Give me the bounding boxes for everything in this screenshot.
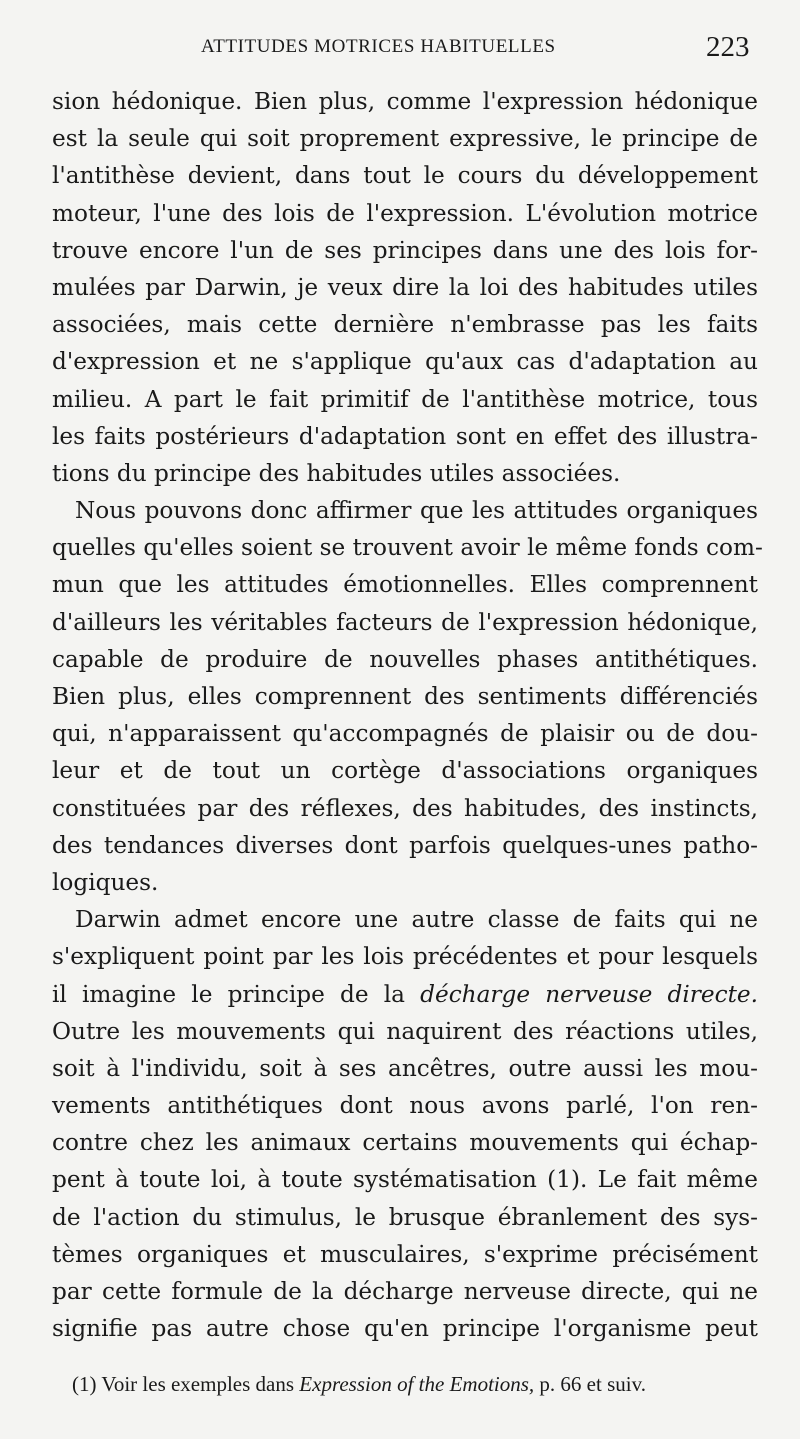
text-line: capable de produire de nouvelles phases antithétiques.	[52, 645, 758, 673]
text-line: contre chez les animaux certains mouvements qui échap-	[52, 1129, 758, 1157]
text-line: leur et de tout un cortège d'associations organiques	[52, 757, 758, 785]
text-line: moteur, l'une des lois de l'expression. L'évolution motrice	[52, 199, 758, 227]
page-number: 223	[706, 31, 750, 63]
text-line	[52, 976, 758, 1013]
text-line: l'antithèse devient, dans tout le cours du développement	[52, 162, 758, 190]
running-header	[0, 31, 800, 74]
text-line: Nous pouvons donc affirmer que les attitudes organiques	[75, 497, 758, 525]
paragraph-2	[52, 492, 763, 901]
text-line: mulées par Darwin, je veux dire la loi des habitudes utiles	[52, 273, 758, 301]
text-line: est la seule qui soit proprement expressive, le principe de	[52, 125, 758, 153]
text-line: associées, mais cette dernière n'embrasse pas les faits	[52, 311, 758, 339]
text-line: trouve encore l'un de ses principes dans une des lois for-	[52, 236, 758, 264]
footnote-title: Expression of the Emotions,	[299, 1372, 535, 1396]
text-line: de l'action du stimulus, le brusque ébranlement des sys-	[52, 1203, 758, 1231]
text-line: tions du principe des habitudes utiles associées.	[52, 459, 621, 487]
emphasis-text: décharge nerveuse directe.	[420, 980, 758, 1008]
text-line: par cette formule de la décharge nerveuse directe, qui ne	[52, 1278, 758, 1305]
text-line: sion hédonique. Bien plus, comme l'expression hédonique	[52, 88, 758, 115]
text-line: pent à toute loi, à toute systématisation (1). Le fait même	[52, 1166, 758, 1194]
body-text	[52, 83, 763, 1347]
text-line: signifie pas autre chose qu'en principe l'organisme peut	[52, 1315, 758, 1343]
paragraph-1	[52, 83, 758, 492]
text-line: des tendances diverses dont parfois quelques-unes patho-	[52, 831, 758, 859]
text-line: milieu. A part le fait primitif de l'antithèse motrice, tous	[52, 385, 758, 413]
text-line: d'ailleurs les véritables facteurs de l'expression hédonique,	[52, 608, 758, 636]
footnote-text: Voir les exemples dans	[101, 1372, 295, 1396]
text-line: Bien plus, elles comprennent des sentiments différenciés	[52, 683, 758, 710]
text-line: les faits postérieurs d'adaptation sont en effet des illustra-	[52, 422, 758, 450]
text-line: constituées par des réflexes, des habitudes, des instincts,	[52, 794, 758, 822]
text-line: quelles qu'elles soient se trouvent avoir le même fonds com-	[52, 534, 763, 562]
text-line: logiques.	[52, 868, 159, 896]
paragraph-3	[52, 901, 758, 1347]
text-line: s'expliquent point par les lois précédentes et pour lesquels	[52, 943, 758, 971]
text-line: Outre les mouvements qui naquirent des réactions utiles,	[52, 1017, 758, 1045]
text-run: il imagine le principe de la	[52, 980, 405, 1008]
text-line: soit à l'individu, soit à ses ancêtres, outre aussi les mou-	[52, 1054, 758, 1082]
footnote-marker: (1)	[72, 1372, 97, 1396]
text-line: qui, n'apparaissent qu'accompagnés de plaisir ou de dou-	[52, 720, 758, 748]
footnote	[72, 1372, 762, 1397]
text-line: Darwin admet encore une autre classe de faits qui ne	[75, 906, 758, 934]
footnote-reference: p. 66 et suiv.	[539, 1372, 646, 1396]
text-line: vements antithétiques dont nous avons parlé, l'on ren-	[52, 1092, 758, 1120]
text-line: mun que les attitudes émotionnelles. Elles comprennent	[52, 571, 758, 599]
text-line: d'expression et ne s'applique qu'aux cas d'adaptation au	[52, 348, 758, 376]
text-line: tèmes organiques et musculaires, s'exprime précisément	[52, 1240, 758, 1268]
running-title: ATTITUDES MOTRICES HABITUELLES	[201, 36, 556, 57]
